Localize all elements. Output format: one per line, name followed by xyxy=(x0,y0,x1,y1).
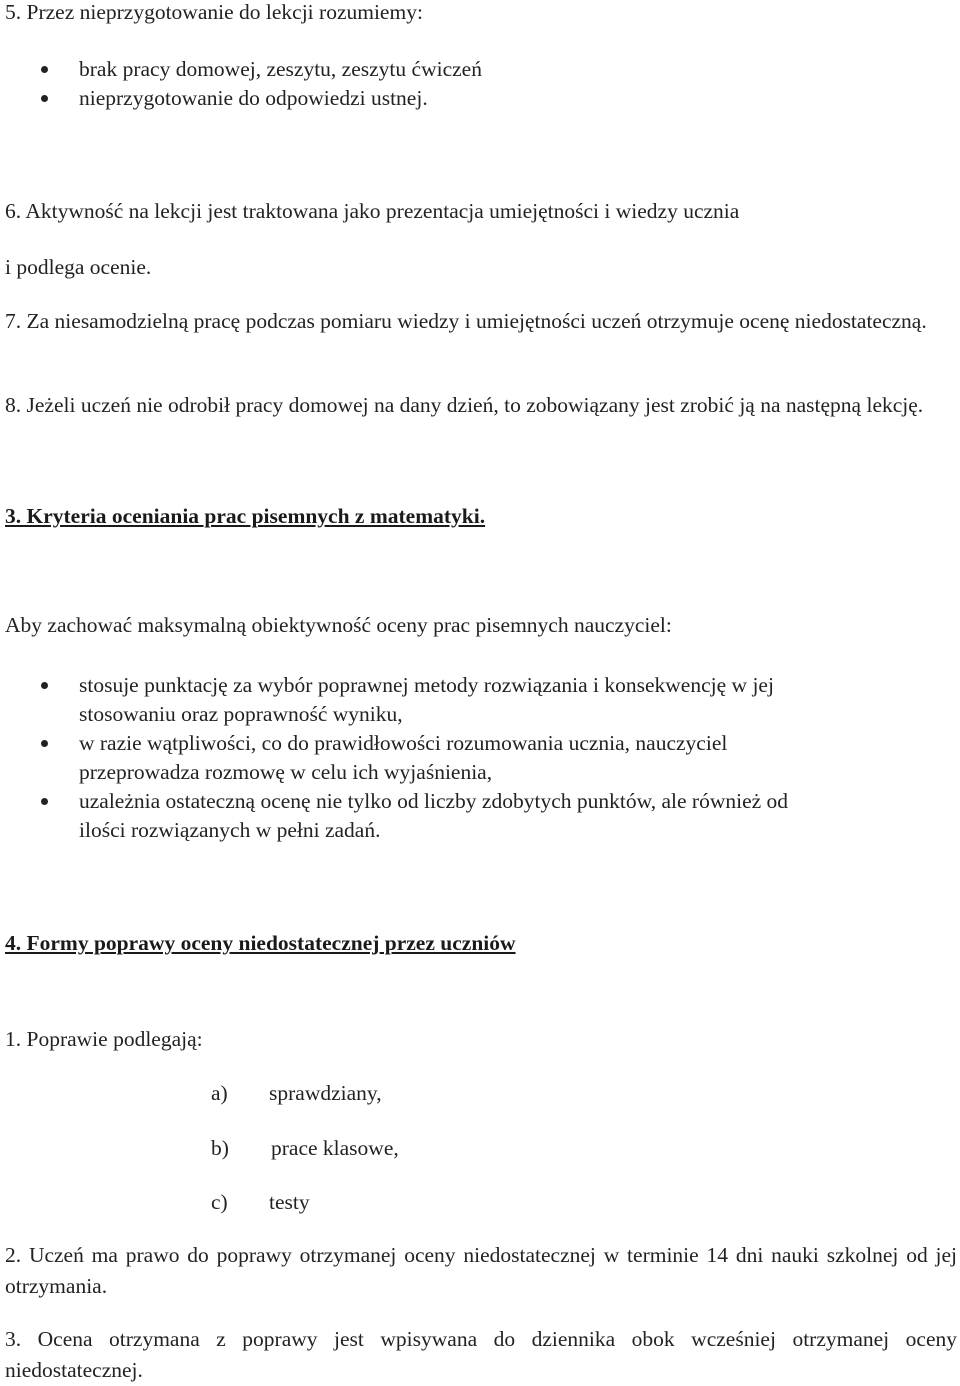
section3-bullet-2-line1: w razie wątpliwości, co do prawidłowości rozumowania ucznia, nauczyciel xyxy=(79,731,728,755)
list-item-text-c: testy xyxy=(269,1190,310,1214)
bullet-icon xyxy=(41,682,48,689)
list-item-marker-a: a) xyxy=(211,1081,228,1105)
bullet-icon xyxy=(41,95,48,102)
section3-intro: Aby zachować maksymalną obiektywność oceny prac pisemnych nauczyciel: xyxy=(5,613,672,637)
section5-intro: 5. Przez nieprzygotowanie do lekcji rozumiemy: xyxy=(5,0,423,24)
list-item-text-a: sprawdziany, xyxy=(269,1081,382,1105)
bullet-icon xyxy=(41,740,48,747)
list-item-text-b: prace klasowe, xyxy=(271,1136,399,1160)
section3-heading: 3. Kryteria oceniania prac pisemnych z matematyki. xyxy=(5,504,486,528)
section3-bullet-1-line2: stosowaniu oraz poprawność wyniku, xyxy=(79,702,403,726)
point6-line2: i podlega ocenie. xyxy=(5,255,152,279)
section4-heading: 4. Formy poprawy oceny niedostatecznej przez uczniów xyxy=(5,931,516,955)
section4-point1: 1. Poprawie podlegają: xyxy=(5,1027,203,1051)
bullet-icon xyxy=(41,66,48,73)
list-item-marker-c: c) xyxy=(211,1190,228,1214)
point7-paragraph: 7. Za niesamodzielną pracę podczas pomiaru wiedzy i umiejętności uczeń otrzymuje ocenę niedostateczną. xyxy=(5,309,927,333)
list-item-marker-b: b) xyxy=(211,1136,229,1160)
section3-bullet-3-line2: ilości rozwiązanych w pełni zadań. xyxy=(79,818,381,842)
point6-line1: 6. Aktywność na lekcji jest traktowana jako prezentacja umiejętności i wiedzy ucznia xyxy=(5,199,740,223)
section3-bullet-3-line1: uzależnia ostateczną ocenę nie tylko od liczby zdobytych punktów, ale również od xyxy=(79,789,789,813)
section4-point2: 2. Uczeń ma prawo do poprawy otrzymanej oceny niedostatecznej w terminie 14 dni nauki szkolnej od jej otrzymania. xyxy=(5,1243,957,1298)
section5-bullet-2: nieprzygotowanie do odpowiedzi ustnej. xyxy=(79,86,428,110)
section4-point3: 3. Ocena otrzymana z poprawy jest wpisywana do dziennika obok wcześniej otrzymanej oceny niedostatecznej. xyxy=(5,1327,957,1382)
section3-bullet-2-line2: przeprowadza rozmowę w celu ich wyjaśnienia, xyxy=(79,760,493,784)
bullet-icon xyxy=(41,798,48,805)
section3-bullet-1-line1: stosuje punktację za wybór poprawnej metody rozwiązania i konsekwencję w jej xyxy=(79,673,774,697)
section5-bullet-1: brak pracy domowej, zeszytu, zeszytu ćwiczeń xyxy=(79,57,482,81)
point8-paragraph: 8. Jeżeli uczeń nie odrobił pracy domowej na dany dzień, to zobowiązany jest zrobić ją na następną lekcję. xyxy=(5,393,924,417)
